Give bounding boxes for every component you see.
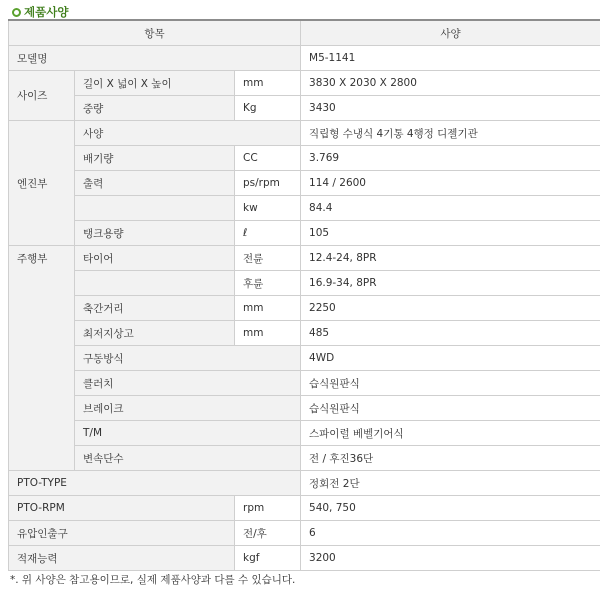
group-label: 엔진부 [9, 121, 75, 246]
row-label: 클러치 [75, 371, 301, 396]
row-unit: 전륜 [235, 246, 301, 271]
row-label: 탱크용량 [75, 221, 235, 246]
section-title-text: 제품사양 [24, 5, 69, 19]
row-unit: ps/rpm [235, 171, 301, 196]
table-row [9, 71, 600, 96]
row-label: 타이어 [75, 246, 235, 271]
row-value: 114 / 2600 [301, 171, 600, 196]
row-value: 3.769 [301, 146, 600, 171]
table-row [9, 196, 600, 221]
row-unit: mm [235, 321, 301, 346]
row-value: 12.4-24, 8PR [301, 246, 600, 271]
table-row [9, 546, 600, 571]
group-label: 사이즈 [9, 71, 75, 121]
table-row [9, 296, 600, 321]
row-value: 3200 [301, 546, 600, 571]
row-value: M5-1141 [301, 46, 600, 71]
row-label: 유압인출구 [9, 521, 235, 546]
row-label: 길이 X 넓이 X 높이 [75, 71, 235, 96]
header-item: 항목 [9, 20, 301, 46]
row-unit: 후륜 [235, 271, 301, 296]
row-value: 6 [301, 521, 600, 546]
row-value: 84.4 [301, 196, 600, 221]
row-unit: rpm [235, 496, 301, 521]
table-row [9, 496, 600, 521]
row-value: 직립형 수냉식 4기통 4행정 디젤기관 [301, 121, 600, 146]
row-value: 16.9-34, 8PR [301, 271, 600, 296]
row-value: 485 [301, 321, 600, 346]
row-value: 스파이럴 베벨기어식 [301, 421, 600, 446]
row-label: 브레이크 [75, 396, 301, 421]
row-value: 3430 [301, 96, 600, 121]
table-row [9, 96, 600, 121]
row-value: 105 [301, 221, 600, 246]
table-row [9, 221, 600, 246]
row-label: 출력 [75, 171, 235, 196]
row-label: 사양 [75, 121, 301, 146]
row-label: 모델명 [9, 46, 301, 71]
row-unit: ℓ [235, 221, 301, 246]
table-row [9, 421, 600, 446]
row-value: 3830 X 2030 X 2800 [301, 71, 600, 96]
table-row [9, 171, 600, 196]
table-row [9, 446, 600, 471]
row-value: 2250 [301, 296, 600, 321]
row-label: 배기량 [75, 146, 235, 171]
table-row [9, 346, 600, 371]
table-row [9, 471, 600, 496]
row-unit: 전/후 [235, 521, 301, 546]
row-label: 최저지상고 [75, 321, 235, 346]
section-title [12, 5, 68, 19]
row-value: 전 / 후진36단 [301, 446, 600, 471]
table-row [9, 521, 600, 546]
table-row [9, 271, 600, 296]
row-value: 습식원판식 [301, 396, 600, 421]
table-row [9, 121, 600, 146]
footnote: *. 위 사양은 참고용이므로, 실제 제품사양과 다를 수 있습니다. [10, 574, 296, 586]
row-label: T/M [75, 421, 301, 446]
row-unit: CC [235, 146, 301, 171]
row-label: PTO-TYPE [9, 471, 301, 496]
row-value: 540, 750 [301, 496, 600, 521]
row-unit: Kg [235, 96, 301, 121]
table-row [9, 46, 600, 71]
row-label: PTO-RPM [9, 496, 235, 521]
row-value: 습식원판식 [301, 371, 600, 396]
row-label: 적재능력 [9, 546, 235, 571]
table-header-row [9, 20, 600, 46]
table-row [9, 246, 600, 271]
table-row [9, 321, 600, 346]
row-unit: kgf [235, 546, 301, 571]
header-spec: 사양 [301, 20, 600, 46]
row-value: 정회전 2단 [301, 471, 600, 496]
spec-table [8, 19, 600, 571]
table-row [9, 396, 600, 421]
row-label: 변속단수 [75, 446, 301, 471]
bullet-ring-icon [12, 8, 21, 17]
table-row [9, 371, 600, 396]
row-label-empty [75, 271, 235, 296]
row-label-empty [75, 196, 235, 221]
row-unit: kw [235, 196, 301, 221]
row-label: 축간거리 [75, 296, 235, 321]
row-unit: mm [235, 71, 301, 96]
row-unit: mm [235, 296, 301, 321]
row-value: 4WD [301, 346, 600, 371]
table-row [9, 146, 600, 171]
row-label: 중량 [75, 96, 235, 121]
row-label: 구동방식 [75, 346, 301, 371]
group-label: 주행부 [9, 246, 75, 471]
